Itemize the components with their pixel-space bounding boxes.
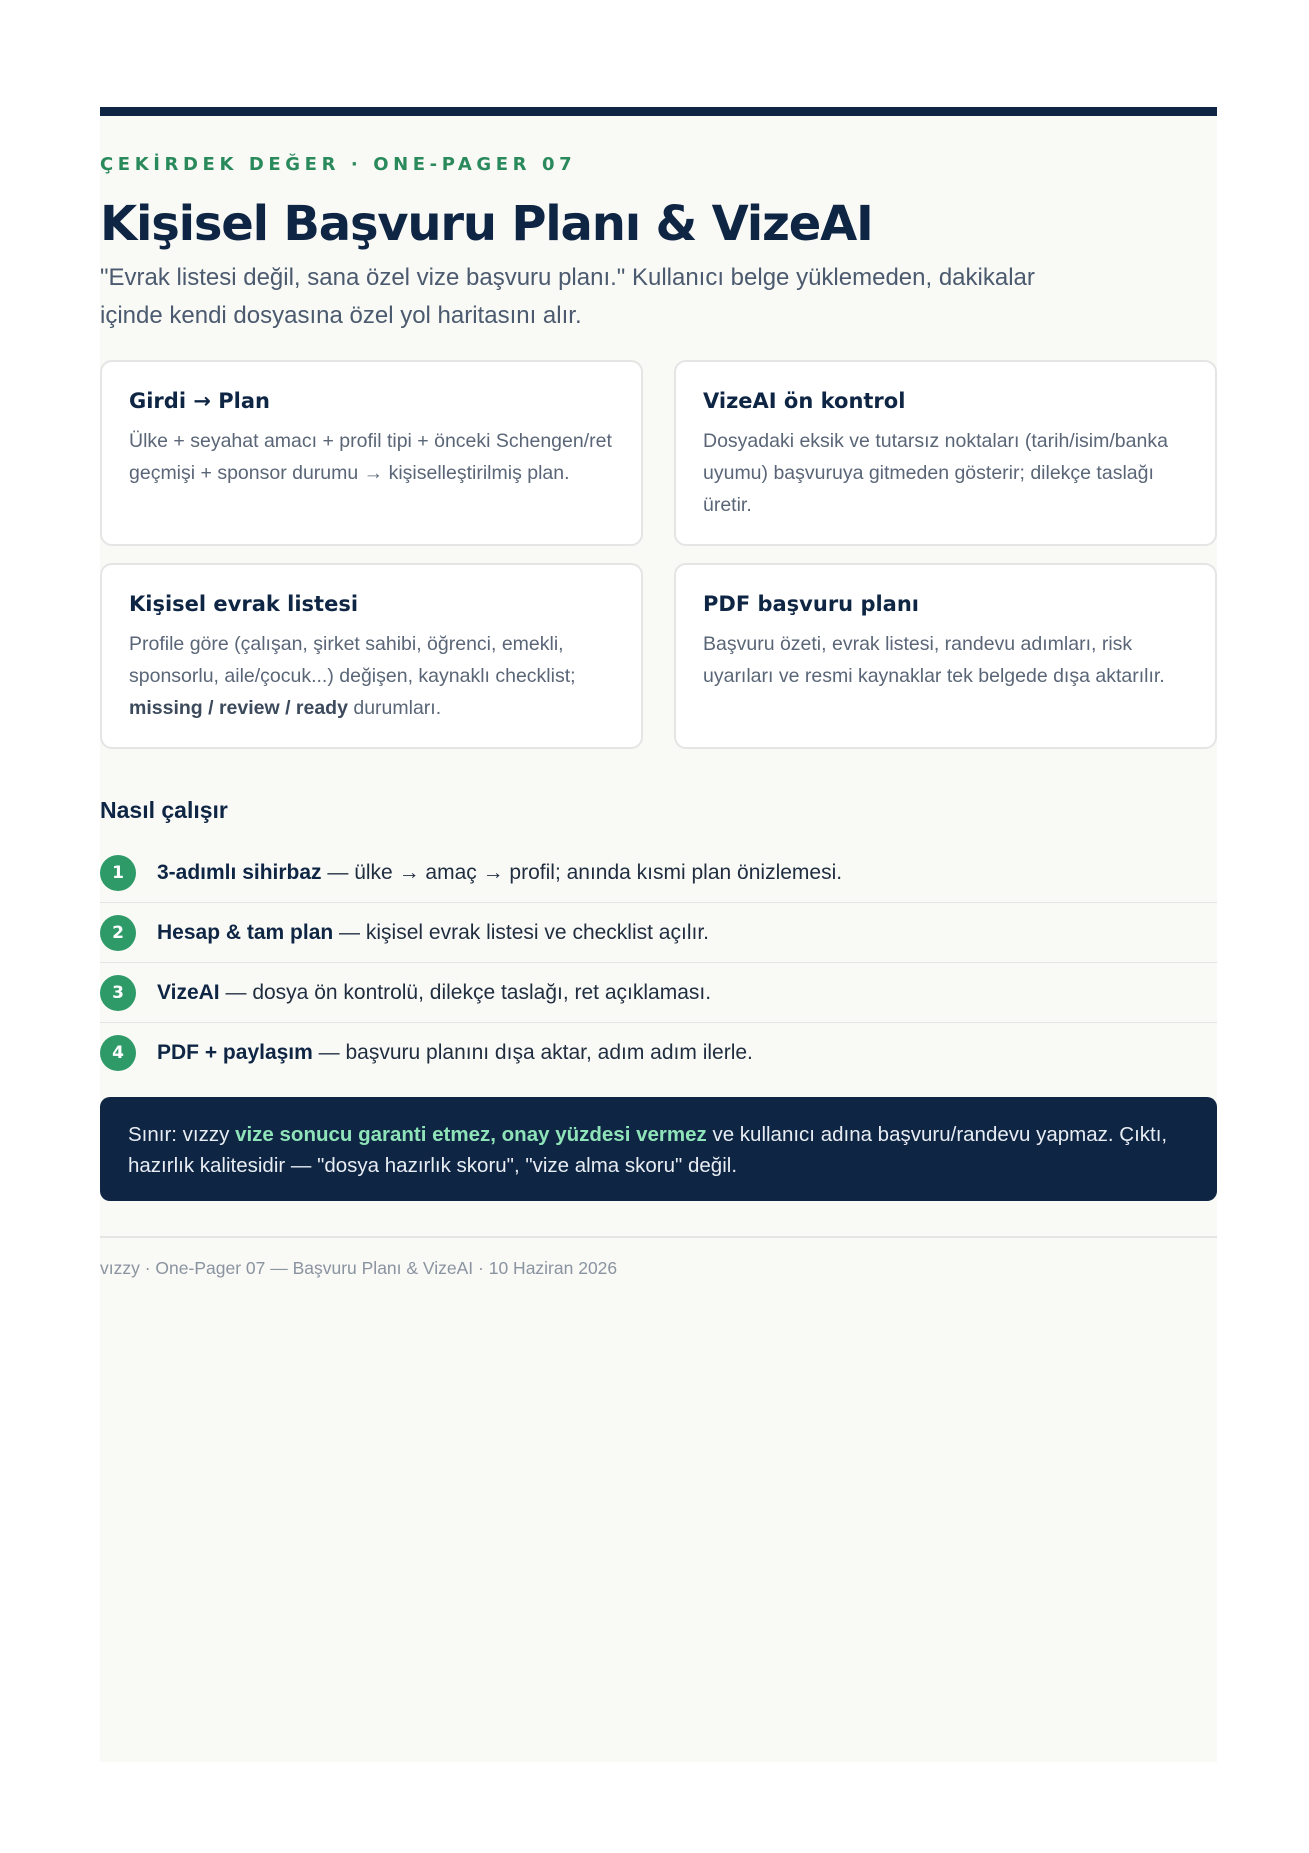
step-item [100, 843, 1217, 903]
step-item [100, 903, 1217, 963]
step-text [157, 981, 711, 1005]
eyebrow-label: ÇEKİRDEK DEĞER · ONE-PAGER 07 [100, 154, 577, 175]
limit-prefix: Sınır: vızzy [128, 1123, 236, 1146]
card-body [129, 628, 615, 724]
step-text [157, 861, 842, 885]
card-title: Kişisel evrak listesi [129, 592, 359, 616]
page-subtitle: "Evrak listesi değil, sana özel vize başvuru planı." Kullanıcı belge yüklemeden, dakikalar içinde kendi dosyasına özel yol haritasını alır. [100, 264, 1035, 329]
step-number-badge: 1 [100, 855, 136, 891]
card-pdf-plan [674, 563, 1217, 749]
step-item [100, 963, 1217, 1023]
card-title: Girdi → Plan [129, 389, 270, 413]
step-bold: VizeAI [157, 980, 220, 1004]
card-personal-checklist [100, 563, 643, 749]
one-pager-page [100, 107, 1217, 1762]
step-number-badge: 2 [100, 915, 136, 951]
page-title: Kişisel Başvuru Planı & VizeAI [100, 196, 873, 252]
step-number-badge: 3 [100, 975, 136, 1011]
card-body: Ülke + seyahat amacı + profil tipi + önceki Schengen/ret geçmişi + sponsor durumu → kişiselleştirilmiş plan. [129, 430, 612, 484]
card-title: VizeAI ön kontrol [703, 389, 906, 413]
page-footer: vızzy · One-Pager 07 — Başvuru Planı & VizeAI · 10 Haziran 2026 [100, 1258, 618, 1278]
limitation-notice [100, 1097, 1217, 1201]
step-bold: 3-adımlı sihirbaz [157, 860, 322, 884]
step-desc: — ülke → amaç → profil; anında kısmi plan önizlemesi. [321, 860, 843, 884]
step-desc: — başvuru planını dışa aktar, adım adım ilerle. [312, 1041, 753, 1064]
step-item [100, 1023, 1217, 1083]
step-bold: PDF + paylaşım [157, 1041, 313, 1064]
step-desc: — dosya ön kontrolü, dilekçe taslağı, ret açıklaması. [219, 980, 712, 1004]
status-labels: missing / review / ready [129, 697, 348, 719]
card-input-plan [100, 360, 643, 546]
step-number-badge: 4 [100, 1035, 136, 1071]
step-text [157, 921, 709, 945]
steps-list [100, 843, 1217, 1083]
card-body-text: Profile göre (çalışan, şirket sahibi, öğrenci, emekli, sponsorlu, aile/çocuk...) değişen, kaynaklı checklist; [129, 633, 576, 687]
step-bold: Hesap & tam plan [157, 920, 334, 944]
limit-highlight: vize sonucu garanti etmez, onay yüzdesi vermez [235, 1123, 707, 1146]
section-title-how: Nasıl çalışır [100, 797, 228, 823]
step-text [157, 1041, 753, 1065]
footer-divider [100, 1236, 1217, 1238]
card-body-tail: durumları. [347, 697, 442, 719]
limit-suffix: ve kullanıcı adına başvuru/randevu yapmaz. Çıktı, hazırlık kalitesidir — "dosya hazırlık skoru", "vize alma skoru" değil. [128, 1123, 1168, 1177]
step-desc: — kişisel evrak listesi ve checklist açılır. [333, 920, 709, 944]
feature-cards [100, 360, 1217, 749]
card-body: Dosyadaki eksik ve tutarsız noktaları (tarih/isim/banka uyumu) başvuruya gitmeden gösterir; dilekçe taslağı üretir. [703, 430, 1168, 516]
card-body: Başvuru özeti, evrak listesi, randevu adımları, risk uyarıları ve resmi kaynaklar tek belgede dışa aktarılır. [703, 633, 1165, 687]
card-title: PDF başvuru planı [703, 592, 919, 616]
card-vizeai-precheck [674, 360, 1217, 546]
